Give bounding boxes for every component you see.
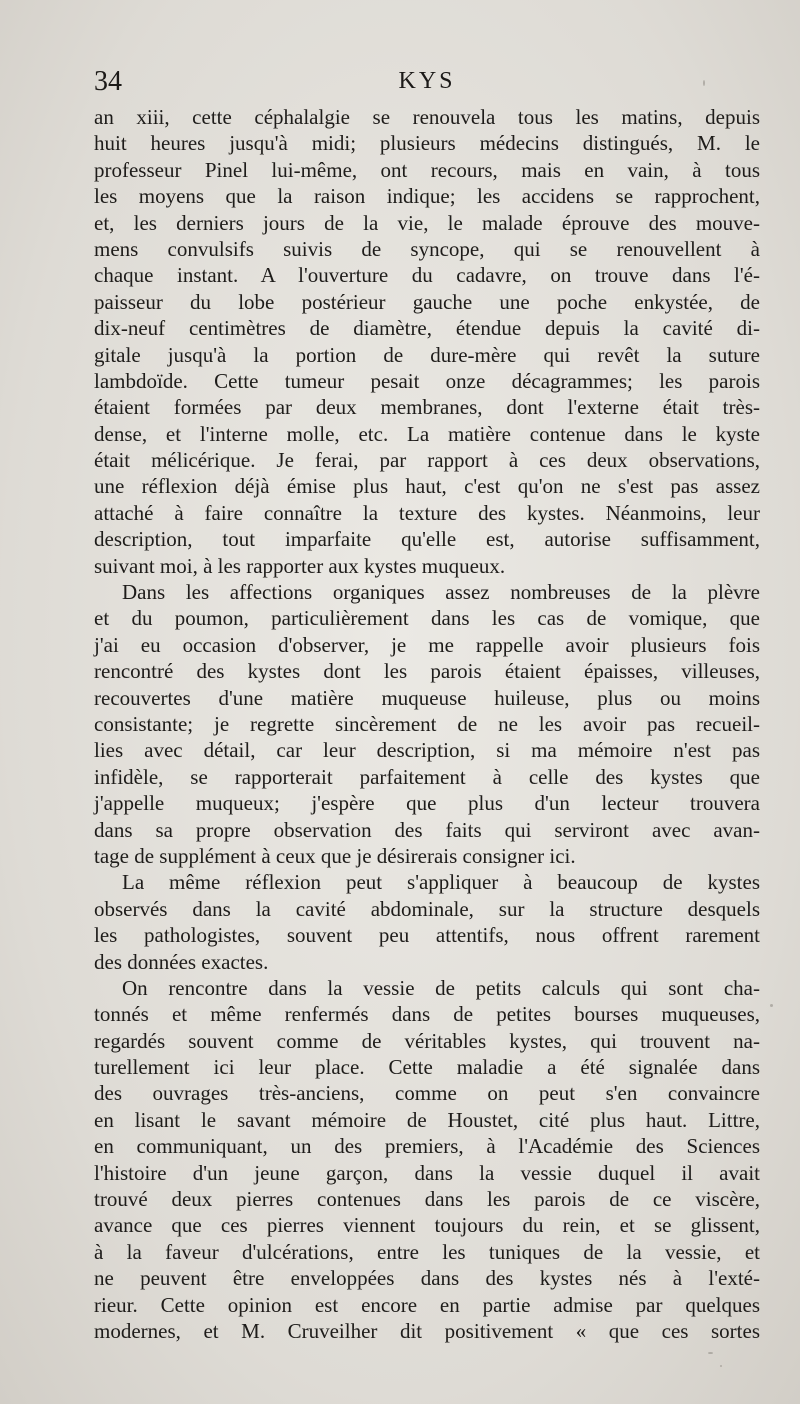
- text-line: dense, et l'interne molle, etc. La matière contenue dans le kyste: [94, 421, 760, 446]
- speck: [770, 1004, 773, 1007]
- text-line: une réflexion déjà émise plus haut, c'est qu'on ne s'est pas assez: [94, 474, 760, 499]
- text-line: mens convulsifs suivis de syncope, qui se renouvellent à: [94, 236, 760, 261]
- text-line: paisseur du lobe postérieur gauche une poche enkystée, de: [94, 289, 760, 314]
- text-line: rieur. Cette opinion est encore en partie admise par quelques: [94, 1292, 760, 1317]
- text-line: lies avec détail, car leur description, si ma mémoire n'est pas: [94, 738, 760, 763]
- text-line: observés dans la cavité abdominale, sur la structure desquels: [94, 896, 760, 921]
- text-line: rencontré des kystes dont les parois étaient épaisses, villeuses,: [94, 659, 760, 684]
- text-line: des ouvrages très-anciens, comme on peut s'en convaincre: [94, 1081, 760, 1106]
- speck: [708, 1352, 713, 1354]
- text-line: à la faveur d'ulcérations, entre les tuniques de la vessie, et: [94, 1239, 760, 1264]
- speck: [703, 80, 705, 86]
- text-line: professeur Pinel lui-même, ont recours, mais en vain, à tous: [94, 157, 760, 182]
- text-line: en lisant le savant mémoire de Houstet, cité plus haut. Littre,: [94, 1107, 760, 1132]
- text-line: gitale jusqu'à la portion de dure-mère qui revêt la suture: [94, 342, 760, 367]
- text-line: modernes, et M. Cruveilher dit positivement « que ces sortes: [94, 1318, 760, 1343]
- page-number: 34: [94, 66, 122, 97]
- text-line: suivant moi, à les rapporter aux kystes muqueux.: [94, 553, 506, 578]
- text-line: consistante; je regrette sincèrement de ne les avoir pas recueil-: [94, 711, 760, 736]
- text-line: chaque instant. A l'ouverture du cadavre, on trouve dans l'é-: [94, 263, 760, 288]
- text-line: lambdoïde. Cette tumeur pesait onze décagrammes; les parois: [94, 368, 760, 393]
- text-line: infidèle, se rapporterait parfaitement à celle des kystes que: [94, 764, 760, 789]
- text-line: trouvé deux pierres contenues dans les parois de ce viscère,: [94, 1187, 760, 1212]
- text-line: turellement ici leur place. Cette maladie a été signalée dans: [94, 1055, 760, 1080]
- page-header: [94, 66, 760, 102]
- text-line: La même réflexion peut s'appliquer à beaucoup de kystes: [122, 870, 760, 895]
- text-line: attaché à faire connaître la texture des kystes. Néanmoins, leur: [94, 500, 760, 525]
- body-text: [94, 104, 760, 1344]
- text-line: étaient formées par deux membranes, dont l'externe était très-: [94, 395, 760, 420]
- text-line: les moyens que la raison indique; les accidens se rapprochent,: [94, 184, 760, 209]
- text-line: et, les derniers jours de la vie, le malade éprouve des mouve-: [94, 210, 760, 235]
- text-line: Dans les affections organiques assez nombreuses de la plèvre: [122, 580, 760, 605]
- text-line: avance que ces pierres viennent toujours du rein, et se glissent,: [94, 1213, 760, 1238]
- speck: [720, 1365, 722, 1367]
- text-line: tonnés et même renfermés dans de petites bourses muqueuses,: [94, 1002, 760, 1027]
- text-line: et du poumon, particulièrement dans les cas de vomique, que: [94, 606, 760, 631]
- text-line: j'ai eu occasion d'observer, je me rappelle avoir plusieurs fois: [94, 632, 760, 657]
- text-line: On rencontre dans la vessie de petits calculs qui sont cha-: [122, 975, 760, 1000]
- text-line: an xiii, cette céphalalgie se renouvela tous les matins, depuis: [94, 105, 760, 129]
- text-line: huit heures jusqu'à midi; plusieurs médecins distingués, M. le: [94, 131, 760, 156]
- running-head: KYS: [398, 68, 456, 94]
- text-line: description, tout imparfaite qu'elle est, autorise suffisamment,: [94, 527, 760, 552]
- text-line: des données exactes.: [94, 949, 269, 974]
- text-line: en communiquant, un des premiers, à l'Académie des Sciences: [94, 1134, 760, 1159]
- text-line: ne peuvent être enveloppées dans des kystes nés à l'exté-: [94, 1266, 760, 1291]
- text-line: j'appelle muqueux; j'espère que plus d'un lecteur trouvera: [94, 791, 760, 816]
- text-line: recouvertes d'une matière muqueuse huileuse, plus ou moins: [94, 685, 760, 710]
- text-line: était mélicérique. Je ferai, par rapport à ces deux observations,: [94, 448, 760, 473]
- text-line: dix-neuf centimètres de diamètre, étendue depuis la cavité di-: [94, 316, 760, 341]
- text-line: dans sa propre observation des faits qui serviront avec avan-: [94, 817, 760, 842]
- text-line: tage de supplément à ceux que je désirerais consigner ici.: [94, 843, 576, 868]
- text-line: regardés souvent comme de véritables kystes, qui trouvent na-: [94, 1028, 760, 1053]
- text-line: l'histoire d'un jeune garçon, dans la vessie duquel il avait: [94, 1160, 760, 1185]
- text-line: les pathologistes, souvent peu attentifs, nous offrent rarement: [94, 923, 760, 948]
